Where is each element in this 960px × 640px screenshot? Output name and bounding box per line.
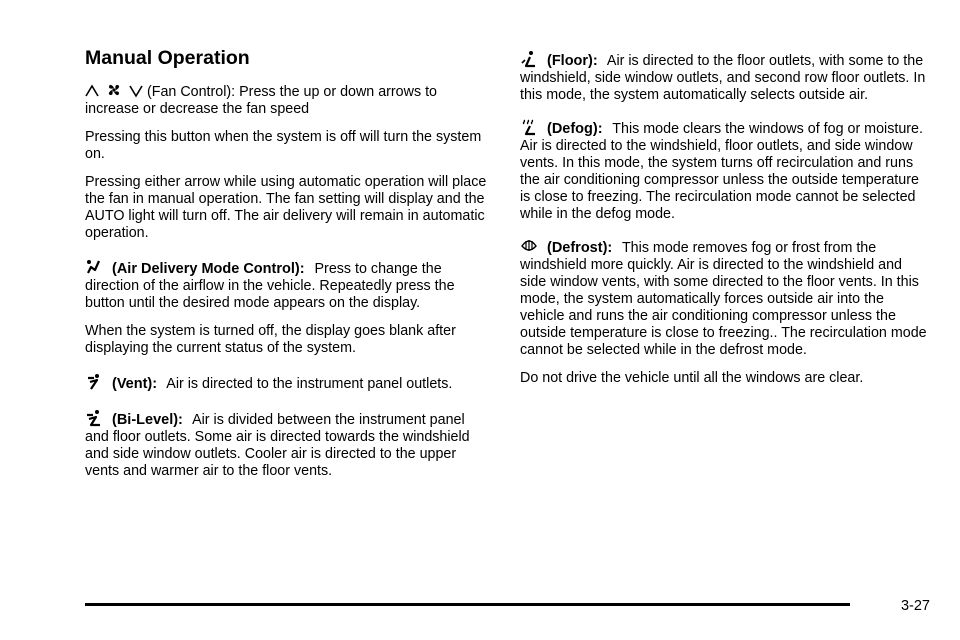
- vent-text: Air is directed to the instrument panel outlets.: [166, 376, 453, 392]
- page-number: 3-27: [900, 598, 930, 614]
- defog-label: (Defog):: [546, 121, 603, 137]
- right-column: [520, 50, 930, 398]
- mode-control-label: (Air Delivery Mode Control):: [111, 261, 305, 277]
- automatic-operation-paragraph: Pressing either arrow while using automatic operation will place the fan in manual operation. The fan setting will display and the AUTO light will turn off. The air delivery will remain in automatic operation.: [85, 174, 487, 241]
- left-column: [85, 46, 490, 491]
- footer-rule: [85, 603, 850, 606]
- fan-control-paragraph: [85, 81, 490, 118]
- floor-label: (Floor):: [546, 53, 598, 69]
- bi-level-paragraph: [85, 409, 490, 480]
- defrost-paragraph: [520, 237, 930, 359]
- mode-control-paragraph: [85, 258, 490, 312]
- chevron-up-icon: [85, 84, 99, 98]
- display-blank-paragraph: When the system is turned off, the display goes blank after displaying the current status of the system.: [85, 323, 456, 356]
- vent-paragraph: [85, 373, 490, 393]
- fan-icon: [105, 81, 123, 99]
- fan-control-label: (Fan Control):: [146, 84, 236, 100]
- chevron-down-icon: [129, 84, 143, 98]
- section-heading: Manual Operation: [85, 47, 250, 69]
- floor-text: Air is directed to the floor outlets, with some to the windshield, side window outlets, and second row floor outlets. In this mode, the system automatically selects outside air.: [520, 53, 926, 103]
- defog-paragraph: [520, 118, 930, 223]
- defrost-text: This mode removes fog or frost from the windshield more quickly. Air is directed to the windshield and side window vents, with some directed to the floor vents. In this mode, the system automatically forces outside air into the vehicle and runs the air conditioning compressor unless the outside temperature is close to freezing.. The recirculation mode cannot be selected while in the defrost mode.: [520, 240, 927, 358]
- defrost-mode-icon: [520, 237, 538, 255]
- fan-control-text: Press the up or down arrows to increase or decrease the fan speed: [85, 84, 438, 117]
- bi-level-label: (Bi-Level):: [111, 412, 183, 428]
- do-not-drive-paragraph: Do not drive the vehicle until all the windows are clear.: [520, 370, 864, 386]
- bi-level-text: Air is divided between the instrument panel and floor outlets. Some air is directed towards the windshield and side window outlets. Cooler air is directed to the upper vents and warmer air to the floor vents.: [85, 412, 470, 479]
- defog-text: This mode clears the windows of fog or moisture. Air is directed to the windshield, floor outlets, and side window vents. In this mode, the system turns off recirculation and runs the air conditioning compressor unless the outside temperature is close to freezing. The recirculation mode cannot be selected while in the defog mode.: [520, 121, 923, 222]
- mode-control-text: Press to change the direction of the airflow in the vehicle. Repeatedly press the button until the desired mode appears on the display.: [85, 261, 455, 311]
- bi-level-mode-icon: [85, 409, 103, 427]
- floor-mode-icon: [520, 50, 538, 68]
- air-delivery-mode-icon: [85, 258, 103, 276]
- defrost-label: (Defrost):: [546, 240, 613, 256]
- vent-label: (Vent):: [111, 376, 158, 392]
- system-on-paragraph: Pressing this button when the system is off will turn the system on.: [85, 129, 482, 162]
- defog-mode-icon: [520, 118, 538, 136]
- floor-paragraph: [520, 50, 930, 104]
- vent-mode-icon: [85, 373, 103, 391]
